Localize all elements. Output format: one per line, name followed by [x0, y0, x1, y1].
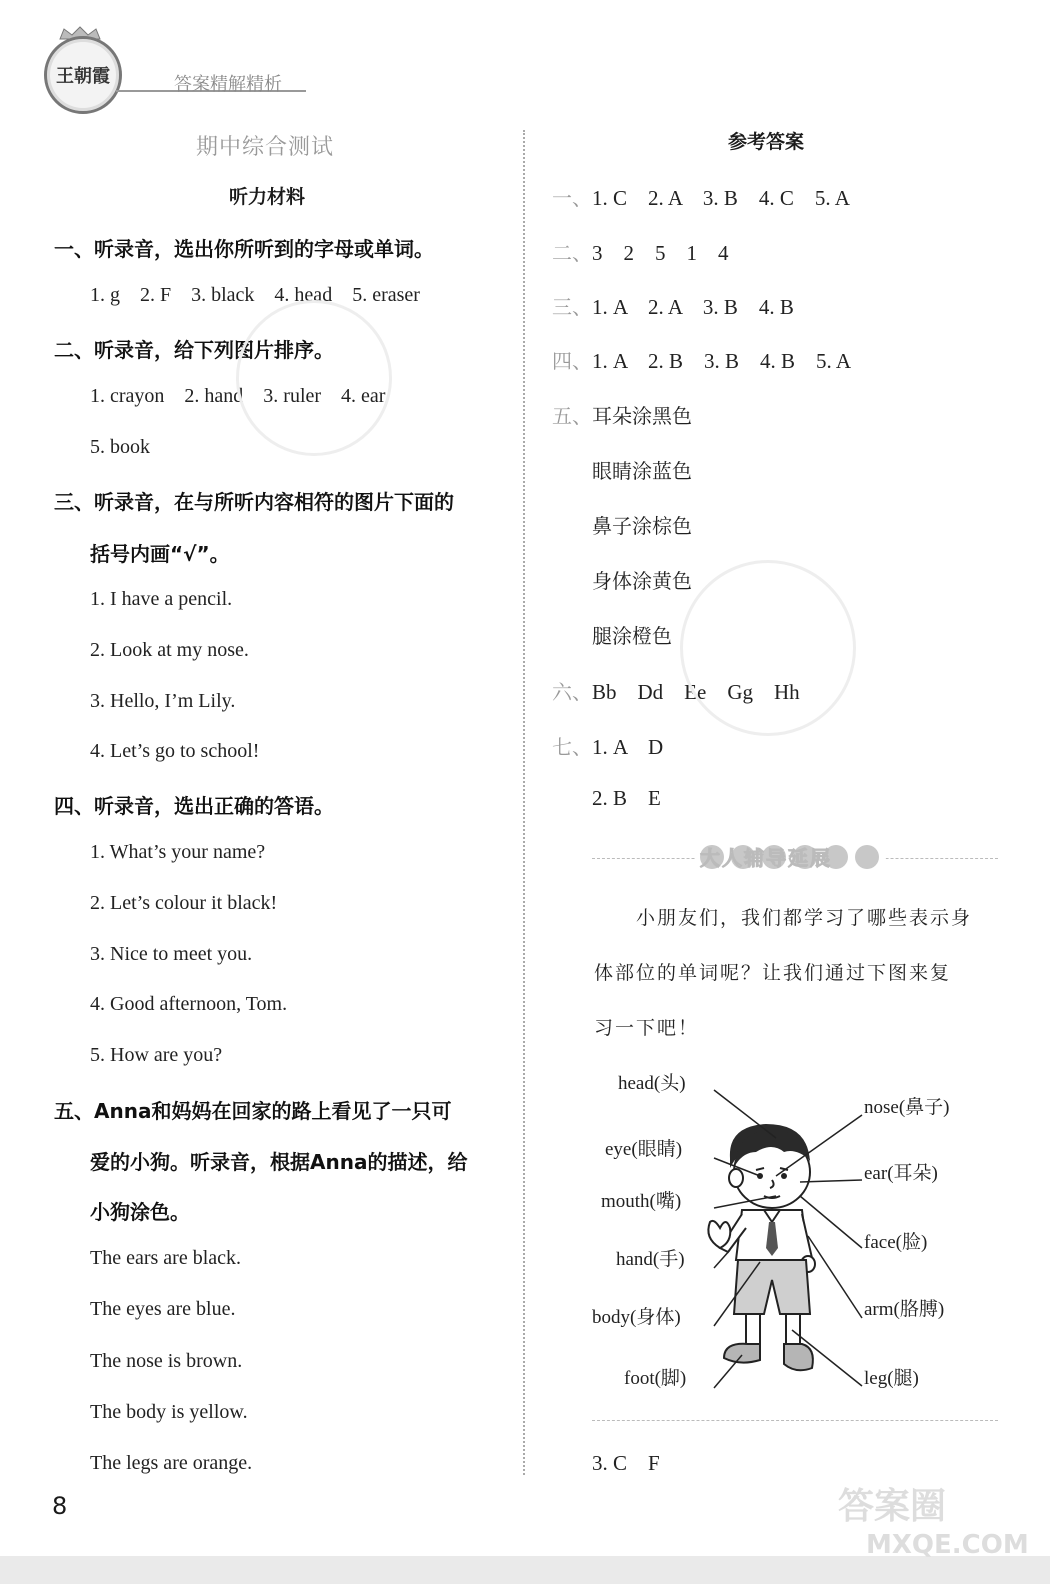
answer-key-heading: 参考答案	[728, 131, 805, 153]
label-hand: hand(手)	[616, 1249, 685, 1270]
bottom-band	[0, 1556, 1050, 1584]
section-5-line: The legs are orange.	[90, 1452, 253, 1474]
section-5-heading-cont: 爱的小狗。听录音，根据Anna的描述，给	[90, 1150, 468, 1174]
answer-row: 身体涂黄色	[592, 569, 692, 593]
answer-row: 五、耳朵涂黑色	[552, 404, 692, 428]
label-leg: leg(腿)	[864, 1368, 919, 1389]
answer-row: 眼睛涂蓝色	[592, 459, 692, 483]
extension-paragraph: 习一下吧！	[594, 1017, 700, 1039]
section-2-line: 1. crayon 2. hand 3. ruler 4. ear	[90, 385, 386, 407]
section-1-line: 1. g 2. F 3. black 4. head 5. eraser	[90, 284, 420, 306]
faint-stamp	[236, 300, 392, 456]
answer-row: 二、3 2 5 1 4	[552, 241, 729, 265]
test-title: 期中综合测试	[196, 135, 335, 160]
answer-row: 六、Bb Dd Ee Gg Hh	[552, 680, 800, 704]
answer-row: 一、1. C 2. A 3. B 4. C 5. A	[552, 186, 850, 210]
faint-stamp	[680, 560, 856, 736]
section-2-line: 5. book	[90, 436, 150, 458]
answer-row: 2. B E	[592, 786, 661, 810]
extension-bottom-rule	[592, 1420, 998, 1421]
label-arm: arm(胳膊)	[864, 1299, 945, 1320]
section-3-line: 3. Hello, I’m Lily.	[90, 690, 236, 712]
label-eye: eye(眼睛)	[605, 1139, 683, 1160]
extension-paragraph: 小朋友们，我们都学习了哪些表示身	[636, 907, 973, 929]
boy-illustration	[700, 1118, 830, 1388]
section-2-heading: 二、听录音，给下列图片排序。	[54, 338, 334, 362]
section-4-line: 3. Nice to meet you.	[90, 943, 253, 965]
answer-row: 3. C F	[592, 1451, 660, 1475]
column-divider	[523, 130, 525, 1475]
answer-row: 三、1. A 2. A 3. B 4. B	[552, 295, 794, 319]
section-5-heading-cont: 小狗涂色。	[90, 1200, 190, 1224]
answer-row: 鼻子涂棕色	[592, 514, 692, 538]
answer-row: 七、1. A D	[552, 735, 664, 759]
section-3-heading-cont: 括号内画“√”。	[90, 542, 230, 566]
section-4-heading: 四、听录音，选出正确的答语。	[54, 794, 334, 818]
publisher-logo	[44, 36, 122, 114]
section-4-line: 4. Good afternoon, Tom.	[90, 993, 288, 1015]
section-5-line: The ears are black.	[90, 1247, 242, 1269]
section-5-heading: 五、Anna和妈妈在回家的路上看见了一只可	[54, 1099, 452, 1123]
label-face: face(脸)	[864, 1232, 928, 1253]
label-head: head(头)	[618, 1073, 686, 1094]
section-3-line: 4. Let’s go to school!	[90, 740, 260, 762]
watermark-url: MXQE.COM	[866, 1530, 1029, 1560]
section-3-line: 1. I have a pencil.	[90, 588, 233, 610]
section-5-line: The body is yellow.	[90, 1401, 248, 1423]
page-number: 8	[52, 1492, 68, 1520]
section-3-heading: 三、听录音，在与所听内容相符的图片下面的	[54, 490, 454, 514]
answer-row: 四、1. A 2. B 3. B 4. B 5. A	[552, 349, 852, 373]
label-ear: ear(耳朵)	[864, 1163, 938, 1184]
section-4-line: 2. Let’s colour it black!	[90, 892, 278, 914]
label-foot: foot(脚)	[624, 1368, 687, 1389]
header-title: 答案精解精析	[174, 74, 282, 95]
section-1-heading: 一、听录音，选出你所听到的字母或单词。	[54, 237, 434, 261]
label-body: body(身体)	[592, 1307, 681, 1328]
section-5-line: The nose is brown.	[90, 1350, 243, 1372]
section-3-line: 2. Look at my nose.	[90, 639, 249, 661]
section-4-line: 5. How are you?	[90, 1044, 223, 1066]
listening-material-heading: 听力材料	[229, 186, 306, 208]
extension-title: 大人辅导延展	[700, 846, 832, 870]
extension-paragraph: 体部位的单词呢？让我们通过下图来复	[594, 962, 952, 984]
watermark: 答案圈	[838, 1486, 947, 1527]
section-4-line: 1. What’s your name?	[90, 841, 266, 863]
answer-row: 腿涂橙色	[592, 624, 672, 648]
logo-text: 王朝霞	[56, 66, 110, 87]
label-mouth: mouth(嘴)	[601, 1191, 682, 1212]
section-5-line: The eyes are blue.	[90, 1298, 236, 1320]
label-nose: nose(鼻子)	[864, 1097, 950, 1118]
